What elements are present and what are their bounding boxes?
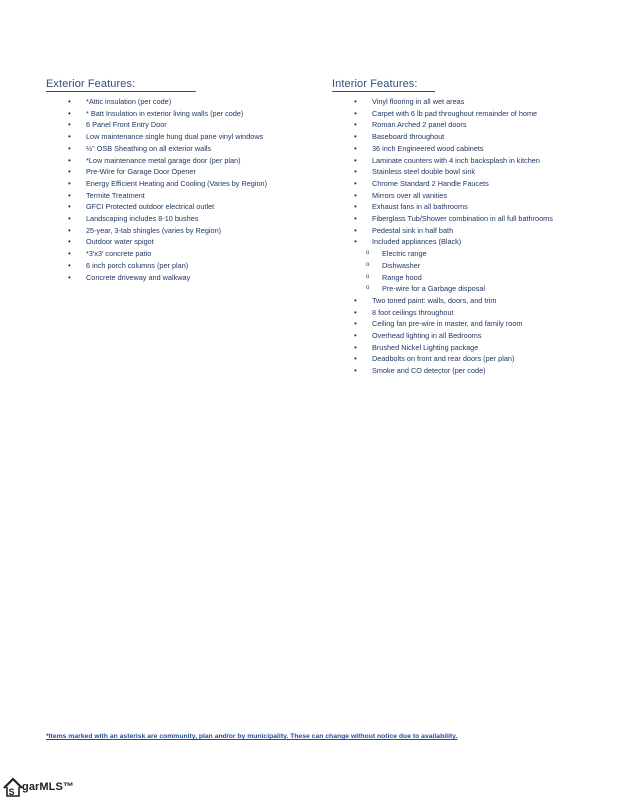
interior-features-section: [332, 74, 602, 377]
interior-feature-item: • Roman Arched 2 panel doors: [332, 119, 602, 131]
exterior-features-heading: Exterior Features:: [46, 78, 196, 92]
interior-feature-item: • Smoke and CO detector (per code): [332, 365, 602, 377]
interior-features-list: [332, 96, 602, 377]
interior-feature-item: • Two toned paint: walls, doors, and trim: [332, 295, 602, 307]
mls-logo-text: garMLS™: [22, 781, 75, 793]
interior-feature-item: • Overhead lighting in all Bedrooms: [332, 330, 602, 342]
exterior-features-section: [46, 74, 316, 283]
exterior-feature-item: • * Batt Insulation in exterior living walls (per code): [46, 108, 316, 120]
appliance-item: o Electric range: [332, 248, 602, 260]
interior-feature-item: • Stainless steel double bowl sink: [332, 166, 602, 178]
interior-feature-item: • 36 inch Engineered wood cabinets: [332, 143, 602, 155]
interior-feature-item: • 8 foot ceilings throughout: [332, 307, 602, 319]
mls-logo: [2, 775, 74, 799]
exterior-feature-item: • Pre-Wire for Garage Door Opener: [46, 166, 316, 178]
interior-feature-item: • Baseboard throughout: [332, 131, 602, 143]
interior-features-heading: Interior Features:: [332, 78, 435, 92]
exterior-feature-item: • 6 inch porch columns (per plan): [46, 260, 316, 272]
interior-feature-item: • Exhaust fans in all bathrooms: [332, 201, 602, 213]
exterior-features-list: [46, 96, 316, 283]
interior-feature-item: • Mirrors over all vanities: [332, 190, 602, 202]
exterior-feature-item: • Landscaping includes 8-10 bushes: [46, 213, 316, 225]
asterisk-footnote: *Items marked with an asterisk are community, plan and/or by municipality. These can change without notice due to availability.: [46, 733, 458, 740]
interior-feature-item: • Vinyl flooring in all wet areas: [332, 96, 602, 108]
exterior-feature-item: • *3'x3' concrete patio: [46, 248, 316, 260]
appliances-sublist-wrapper: [332, 248, 602, 295]
interior-feature-item: • Laminate counters with 4 inch backsplash in kitchen: [332, 155, 602, 167]
appliance-item: o Range hood: [332, 272, 602, 284]
exterior-feature-item: • *Attic insulation (per code): [46, 96, 316, 108]
house-logo-icon: [2, 776, 24, 798]
exterior-feature-item: • 25-year, 3-tab shingles (varies by Region): [46, 225, 316, 237]
appliance-item: o Dishwasher: [332, 260, 602, 272]
interior-feature-item: • Brushed Nickel Lighting package: [332, 342, 602, 354]
exterior-feature-item: • 6 Panel Front Entry Door: [46, 119, 316, 131]
appliance-item: o Pre-wire for a Garbage disposal: [332, 283, 602, 295]
exterior-feature-item: • Low maintenance single hung dual pane vinyl windows: [46, 131, 316, 143]
exterior-feature-item: • Concrete driveway and walkway: [46, 272, 316, 284]
interior-feature-item: • Chrome Standard 2 Handle Faucets: [332, 178, 602, 190]
exterior-feature-item: • GFCI Protected outdoor electrical outlet: [46, 201, 316, 213]
appliances-sublist: [332, 248, 602, 295]
svg-text:S: S: [8, 787, 15, 797]
included-appliances-item: • Included appliances (Black): [332, 236, 602, 248]
interior-feature-item: • Fiberglass Tub/Shower combination in all full bathrooms: [332, 213, 602, 225]
exterior-feature-item: • Energy Efficient Heating and Cooling (Varies by Region): [46, 178, 316, 190]
interior-feature-item: • Deadbolts on front and rear doors (per plan): [332, 353, 602, 365]
exterior-feature-item: • Outdoor water spigot: [46, 236, 316, 248]
exterior-feature-item: • ½" OSB Sheathing on all exterior walls: [46, 143, 316, 155]
interior-feature-item: • Pedestal sink in half bath: [332, 225, 602, 237]
interior-feature-item: • Carpet with 6 lb pad throughout remainder of home: [332, 108, 602, 120]
exterior-feature-item: • *Low maintenance metal garage door (per plan): [46, 155, 316, 167]
exterior-feature-item: • Termite Treatment: [46, 190, 316, 202]
interior-feature-item: • Ceiling fan pre-wire in master, and family room: [332, 318, 602, 330]
